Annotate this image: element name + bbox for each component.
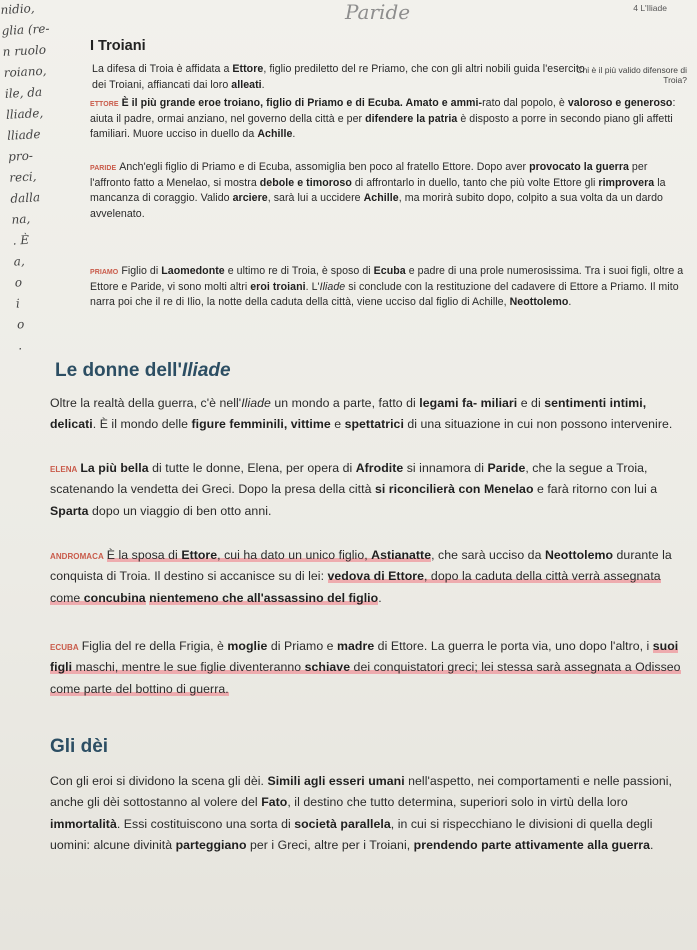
running-header: 4 L'Iliade: [633, 3, 667, 13]
handwritten-note: Paride: [345, 0, 411, 24]
elena-paragraph: elena La più bella di tutte le donne, Elena, per opera di Afrodite si innamora di Paride, che la segue a Troia, scatenando la vendetta dei Greci. Dopo la presa della città si riconcilierà con Menelao e farà ritorno con lui a Sparta dopo un viaggio di ben otto anni.: [50, 461, 658, 518]
margin-note: ile, da: [4, 84, 43, 101]
margin-note: reci,: [8, 169, 37, 185]
margin-note: . È: [12, 232, 30, 248]
margin-note: n ruolo: [2, 42, 47, 59]
keyword-paride: paride: [90, 161, 117, 173]
margin-note: o: [14, 275, 23, 290]
margin-note: nidio,: [0, 1, 35, 17]
margin-note: glia (re-: [1, 21, 50, 38]
margin-note: o: [16, 317, 25, 332]
keyword-priamo: priamo: [90, 265, 119, 277]
ettore-paragraph: ettore È il più grande eroe troiano, figlio di Priamo e di Ecuba. Amato e ammi-rato dal popolo, è valoroso e generoso: aiuta il padre, ormai anziano, nel governo della città e per difendere la patria è disposto a porre in secondo piano gli affetti familiari. Muore ucciso in duello da Achille.: [90, 97, 676, 141]
keyword-ecuba: ecuba: [50, 639, 79, 653]
donne-intro-paragraph: Oltre la realtà della guerra, c'è nell'Iliade un mondo a parte, fatto di legami fa- miliari e di sentimenti intimi, delicati. È il mondo delle figure femminili, vittime e spettatrici di una situazione in cui non possono intervenire.: [50, 396, 673, 432]
margin-note: a,: [13, 254, 26, 269]
margin-note: lliade: [6, 127, 41, 143]
sidenote-question: Chi è il più valido difensore di Troia?: [576, 65, 687, 85]
margin-note: pro-: [7, 148, 34, 164]
priamo-paragraph: priamo Figlio di Laomedonte e ultimo re di Troia, è sposo di Ecuba e padre di una prole numerosissima. Tra i suoi figli, oltre a Ettore e Paride, vi sono molti altri eroi troiani. L'Iliade si conclude con la restituzione del cadavere di Ettore a Priamo. Il mito narra poi che il re di Ilio, la notte della caduta della città, viene ucciso dal figlio di Achille, Neottolemo.: [90, 265, 684, 309]
ecuba-paragraph: ecuba Figlia del re della Frigia, è moglie di Priamo e madre di Ettore. La guerra le porta via, uno dopo l'altro, i suoi figli maschi, mentre le sue figlie diventeranno schiave dei conquistatori greci; lei stessa sarà assegnata a Odisseo come parte del bottino di guerra.: [50, 639, 681, 696]
margin-note: dalla: [10, 190, 41, 206]
heading-gli-dei: Gli dèi: [50, 736, 109, 757]
dei-paragraph: Con gli eroi si dividono la scena gli dèi. Simili agli esseri umani nell'aspetto, nei comportamenti e nelle passioni, anche gli dèi sottostanno al volere del Fato, il destino che tutto determina, superiori solo in virtù della loro immortalità. Essi costituiscono una sorta di società parallela, in cui si rispecchiano le divisioni di quella degli uomini: alcune divinità parteggiano per i Greci, altre per i Troiani, prendendo parte attivamente alla guerra.: [50, 774, 673, 853]
margin-note: roiano,: [3, 63, 47, 80]
section-title: I Troiani: [90, 38, 146, 54]
margin-note: i: [15, 296, 21, 311]
margin-notes: [0, 0, 92, 419]
andromaca-paragraph: andromaca È la sposa di Ettore, cui ha dato un unico figlio, Astianatte, che sarà ucciso da Neottolemo durante la conquista di Troia. Il destino si accanisce su di lei: vedova di Ettore, dopo la caduta della città verrà assegnata come concubina nientemeno che all'assassino del figlio.: [50, 548, 672, 605]
margin-note: .: [17, 338, 23, 353]
paride-paragraph: paride Anch'egli figlio di Priamo e di Ecuba, assomiglia ben poco al fratello Ettore. Dopo aver provocato la guerra per l'affronto fatto a Menelao, si mostra debole e timoroso di affrontarlo in duello, tanto che più volte Ettore gli rimprovera la mancanza di coraggio. Valido arciere, sarà lui a uccidere Achille, ma morirà subito dopo, colpito a sua volta da un dardo avvelenato.: [90, 161, 666, 220]
heading-donne-iliade: Le donne dell'Iliade: [55, 360, 231, 381]
keyword-ettore: ettore: [90, 97, 119, 109]
intro-paragraph: La difesa di Troia è affidata a Ettore, figlio prediletto del re Priamo, che con gli altri nobili guida l'esercito dei Troiani, affiancati dai loro alleati.: [92, 63, 585, 91]
margin-note: lliade,: [5, 105, 44, 122]
keyword-andromaca: andromaca: [50, 548, 104, 562]
keyword-elena: elena: [50, 461, 78, 475]
margin-note: na,: [11, 211, 31, 227]
